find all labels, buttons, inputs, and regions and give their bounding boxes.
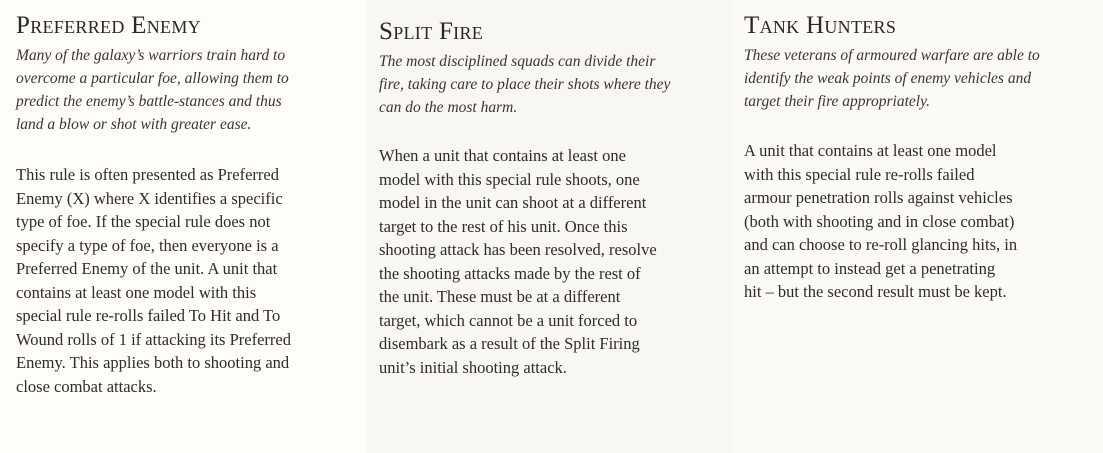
rule-title: Split Fire bbox=[379, 18, 484, 45]
body-line: contains at least one model with this bbox=[16, 282, 257, 302]
body-line: hit – but the second result must be kept. bbox=[744, 282, 1007, 301]
rule-content bbox=[16, 12, 366, 398]
body-line: special rule re-rolls failed To Hit and To bbox=[16, 306, 281, 325]
body-line: specify a type of foe, then everyone is a bbox=[16, 235, 279, 255]
body-line: armour penetration rolls against vehicles bbox=[744, 188, 1013, 207]
rule-content bbox=[744, 12, 1099, 304]
flavor-line: These veterans of armoured warfare are able to bbox=[744, 47, 1040, 64]
rule-flavor-text bbox=[16, 44, 366, 136]
body-line: Wound rolls of 1 if attacking its Preferred bbox=[16, 329, 291, 349]
flavor-line: identify the weak points of enemy vehicles and bbox=[744, 70, 1032, 87]
body-line: and can choose to re-roll glancing hits, in bbox=[744, 235, 1018, 254]
rule-body-text bbox=[16, 163, 366, 398]
flavor-line: predict the enemy’s battle-stances and thus bbox=[16, 93, 282, 110]
flavor-line: fire, taking care to place their shots where they bbox=[379, 76, 671, 93]
rule-split-fire bbox=[367, 0, 732, 453]
body-line: with this special rule re-rolls failed bbox=[744, 164, 975, 184]
rule-body-text bbox=[379, 144, 729, 379]
body-line: unit’s initial shooting attack. bbox=[379, 357, 567, 377]
flavor-line: Many of the galaxy’s warriors train hard to bbox=[16, 47, 286, 64]
body-line: A unit that contains at least one model bbox=[744, 141, 997, 160]
body-line: shooting attack has been resolved, resolve bbox=[379, 240, 657, 259]
flavor-line: The most disciplined squads can divide their bbox=[379, 53, 656, 70]
body-line: target to the rest of his unit. Once this bbox=[379, 216, 628, 236]
flavor-line: target their fire appropriately. bbox=[744, 93, 930, 110]
rule-flavor-text bbox=[744, 44, 1099, 113]
body-line: target, which cannot be a unit forced to bbox=[379, 310, 638, 330]
body-line: model with this special rule shoots, one bbox=[379, 169, 640, 189]
body-line: Enemy. This applies both to shooting and bbox=[16, 353, 290, 372]
body-line: an attempt to instead get a penetrating bbox=[744, 258, 996, 278]
body-line: model in the unit can shoot at a different bbox=[379, 193, 647, 212]
body-line: Preferred Enemy of the unit. A unit that bbox=[16, 259, 278, 278]
body-line: close combat attacks. bbox=[16, 376, 157, 396]
body-line: disembark as a result of the Split Firing bbox=[379, 334, 640, 353]
rule-flavor-text bbox=[379, 50, 729, 119]
rule-content bbox=[379, 18, 729, 379]
rule-title: Tank Hunters bbox=[744, 12, 897, 39]
body-line: the shooting attacks made by the rest of bbox=[379, 263, 641, 283]
body-line: the unit. These must be at a different bbox=[379, 287, 621, 306]
rule-body-text bbox=[744, 139, 1099, 304]
body-line: Enemy (X) where X identifies a specific bbox=[16, 188, 283, 208]
flavor-line: land a blow or shot with greater ease. bbox=[16, 116, 252, 133]
body-line: (both with shooting and in close combat) bbox=[744, 211, 1015, 231]
flavor-line: can do the most harm. bbox=[379, 99, 518, 116]
body-line: This rule is often presented as Preferred bbox=[16, 165, 279, 184]
rule-preferred-enemy bbox=[0, 0, 367, 453]
body-line: type of foe. If the special rule does not bbox=[16, 212, 271, 231]
rule-title: Preferred Enemy bbox=[16, 12, 201, 39]
flavor-line: overcome a particular foe, allowing them to bbox=[16, 70, 289, 87]
rule-tank-hunters bbox=[732, 0, 1103, 453]
body-line: When a unit that contains at least one bbox=[379, 146, 626, 165]
